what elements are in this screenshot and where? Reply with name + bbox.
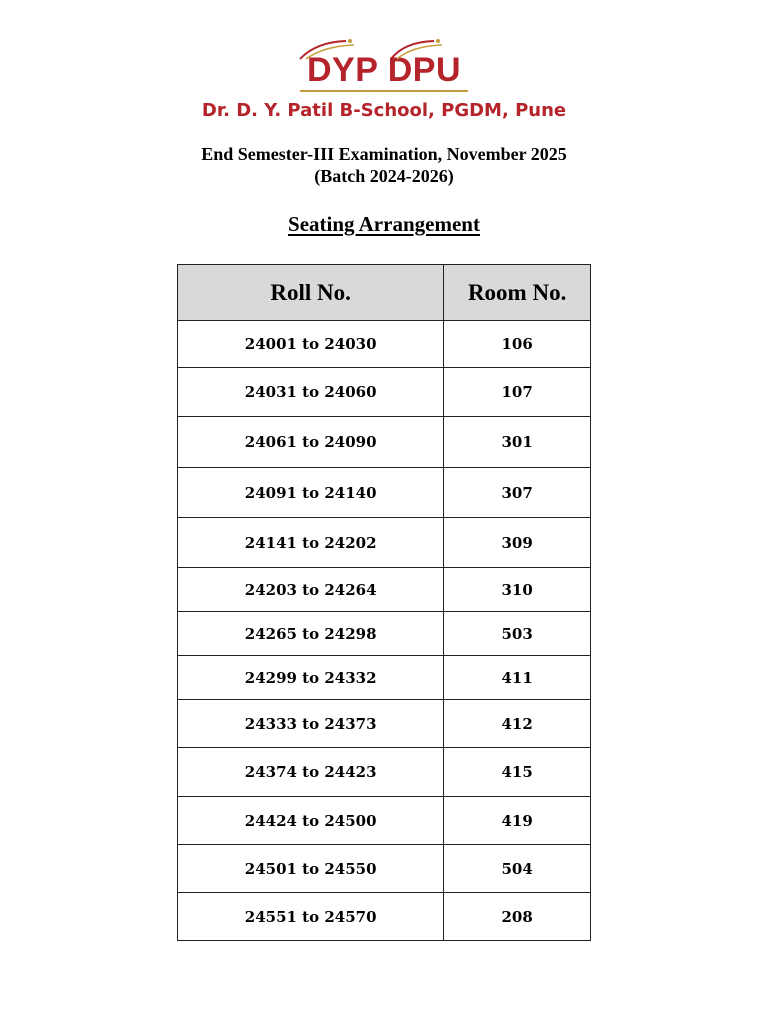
- exam-title: End Semester-III Examination, November 2025: [201, 144, 567, 164]
- roll-range-cell: 24265 to 24298: [178, 612, 444, 656]
- roll-range-cell: 24031 to 24060: [178, 368, 444, 417]
- roll-range-cell: 24424 to 24500: [178, 797, 444, 845]
- institution-logo: [0, 38, 768, 92]
- roll-range-cell: 24001 to 24030: [178, 321, 444, 368]
- table-row: [178, 893, 591, 941]
- table-row: [178, 321, 591, 368]
- table-row: [178, 468, 591, 518]
- room-number-cell: 307: [444, 468, 591, 518]
- room-number-cell: 310: [444, 568, 591, 612]
- room-no-header: Room No.: [444, 265, 591, 321]
- room-number-cell: 504: [444, 845, 591, 893]
- section-title-text: Seating Arrangement: [288, 212, 480, 236]
- roll-range-cell: 24141 to 24202: [178, 518, 444, 568]
- logo-underline: [300, 90, 468, 92]
- room-number-cell: 412: [444, 700, 591, 748]
- room-number-cell: 309: [444, 518, 591, 568]
- school-name: Dr. D. Y. Patil B-School, PGDM, Pune: [201, 100, 567, 121]
- roll-no-header: Roll No.: [178, 265, 444, 321]
- table-header-row: [178, 265, 591, 321]
- room-number-cell: 208: [444, 893, 591, 941]
- roll-range-cell: 24203 to 24264: [178, 568, 444, 612]
- table-row: [178, 568, 591, 612]
- room-number-cell: 419: [444, 797, 591, 845]
- table-row: [178, 656, 591, 700]
- section-title: [0, 212, 768, 237]
- exam-batch: (Batch 2024-2026): [314, 166, 454, 186]
- roll-range-cell: 24061 to 24090: [178, 417, 444, 468]
- logo-arcs-icon: [296, 38, 471, 60]
- table-row: [178, 700, 591, 748]
- room-number-cell: 503: [444, 612, 591, 656]
- roll-range-cell: 24091 to 24140: [178, 468, 444, 518]
- seating-table-body: [178, 321, 591, 941]
- roll-range-cell: 24551 to 24570: [178, 893, 444, 941]
- table-row: [178, 748, 591, 797]
- logo-text: DYP DPU: [306, 51, 462, 89]
- room-number-cell: 411: [444, 656, 591, 700]
- room-number-cell: 415: [444, 748, 591, 797]
- roll-range-cell: 24374 to 24423: [178, 748, 444, 797]
- room-number-cell: 106: [444, 321, 591, 368]
- roll-range-cell: 24333 to 24373: [178, 700, 444, 748]
- table-row: [178, 612, 591, 656]
- seating-table: [177, 264, 591, 941]
- table-row: [178, 518, 591, 568]
- logo-wordmark: [300, 38, 468, 92]
- table-row: [178, 368, 591, 417]
- room-number-cell: 107: [444, 368, 591, 417]
- roll-range-cell: 24299 to 24332: [178, 656, 444, 700]
- room-number-cell: 301: [444, 417, 591, 468]
- table-row: [178, 797, 591, 845]
- table-row: [178, 845, 591, 893]
- roll-range-cell: 24501 to 24550: [178, 845, 444, 893]
- exam-heading: [0, 143, 768, 187]
- table-row: [178, 417, 591, 468]
